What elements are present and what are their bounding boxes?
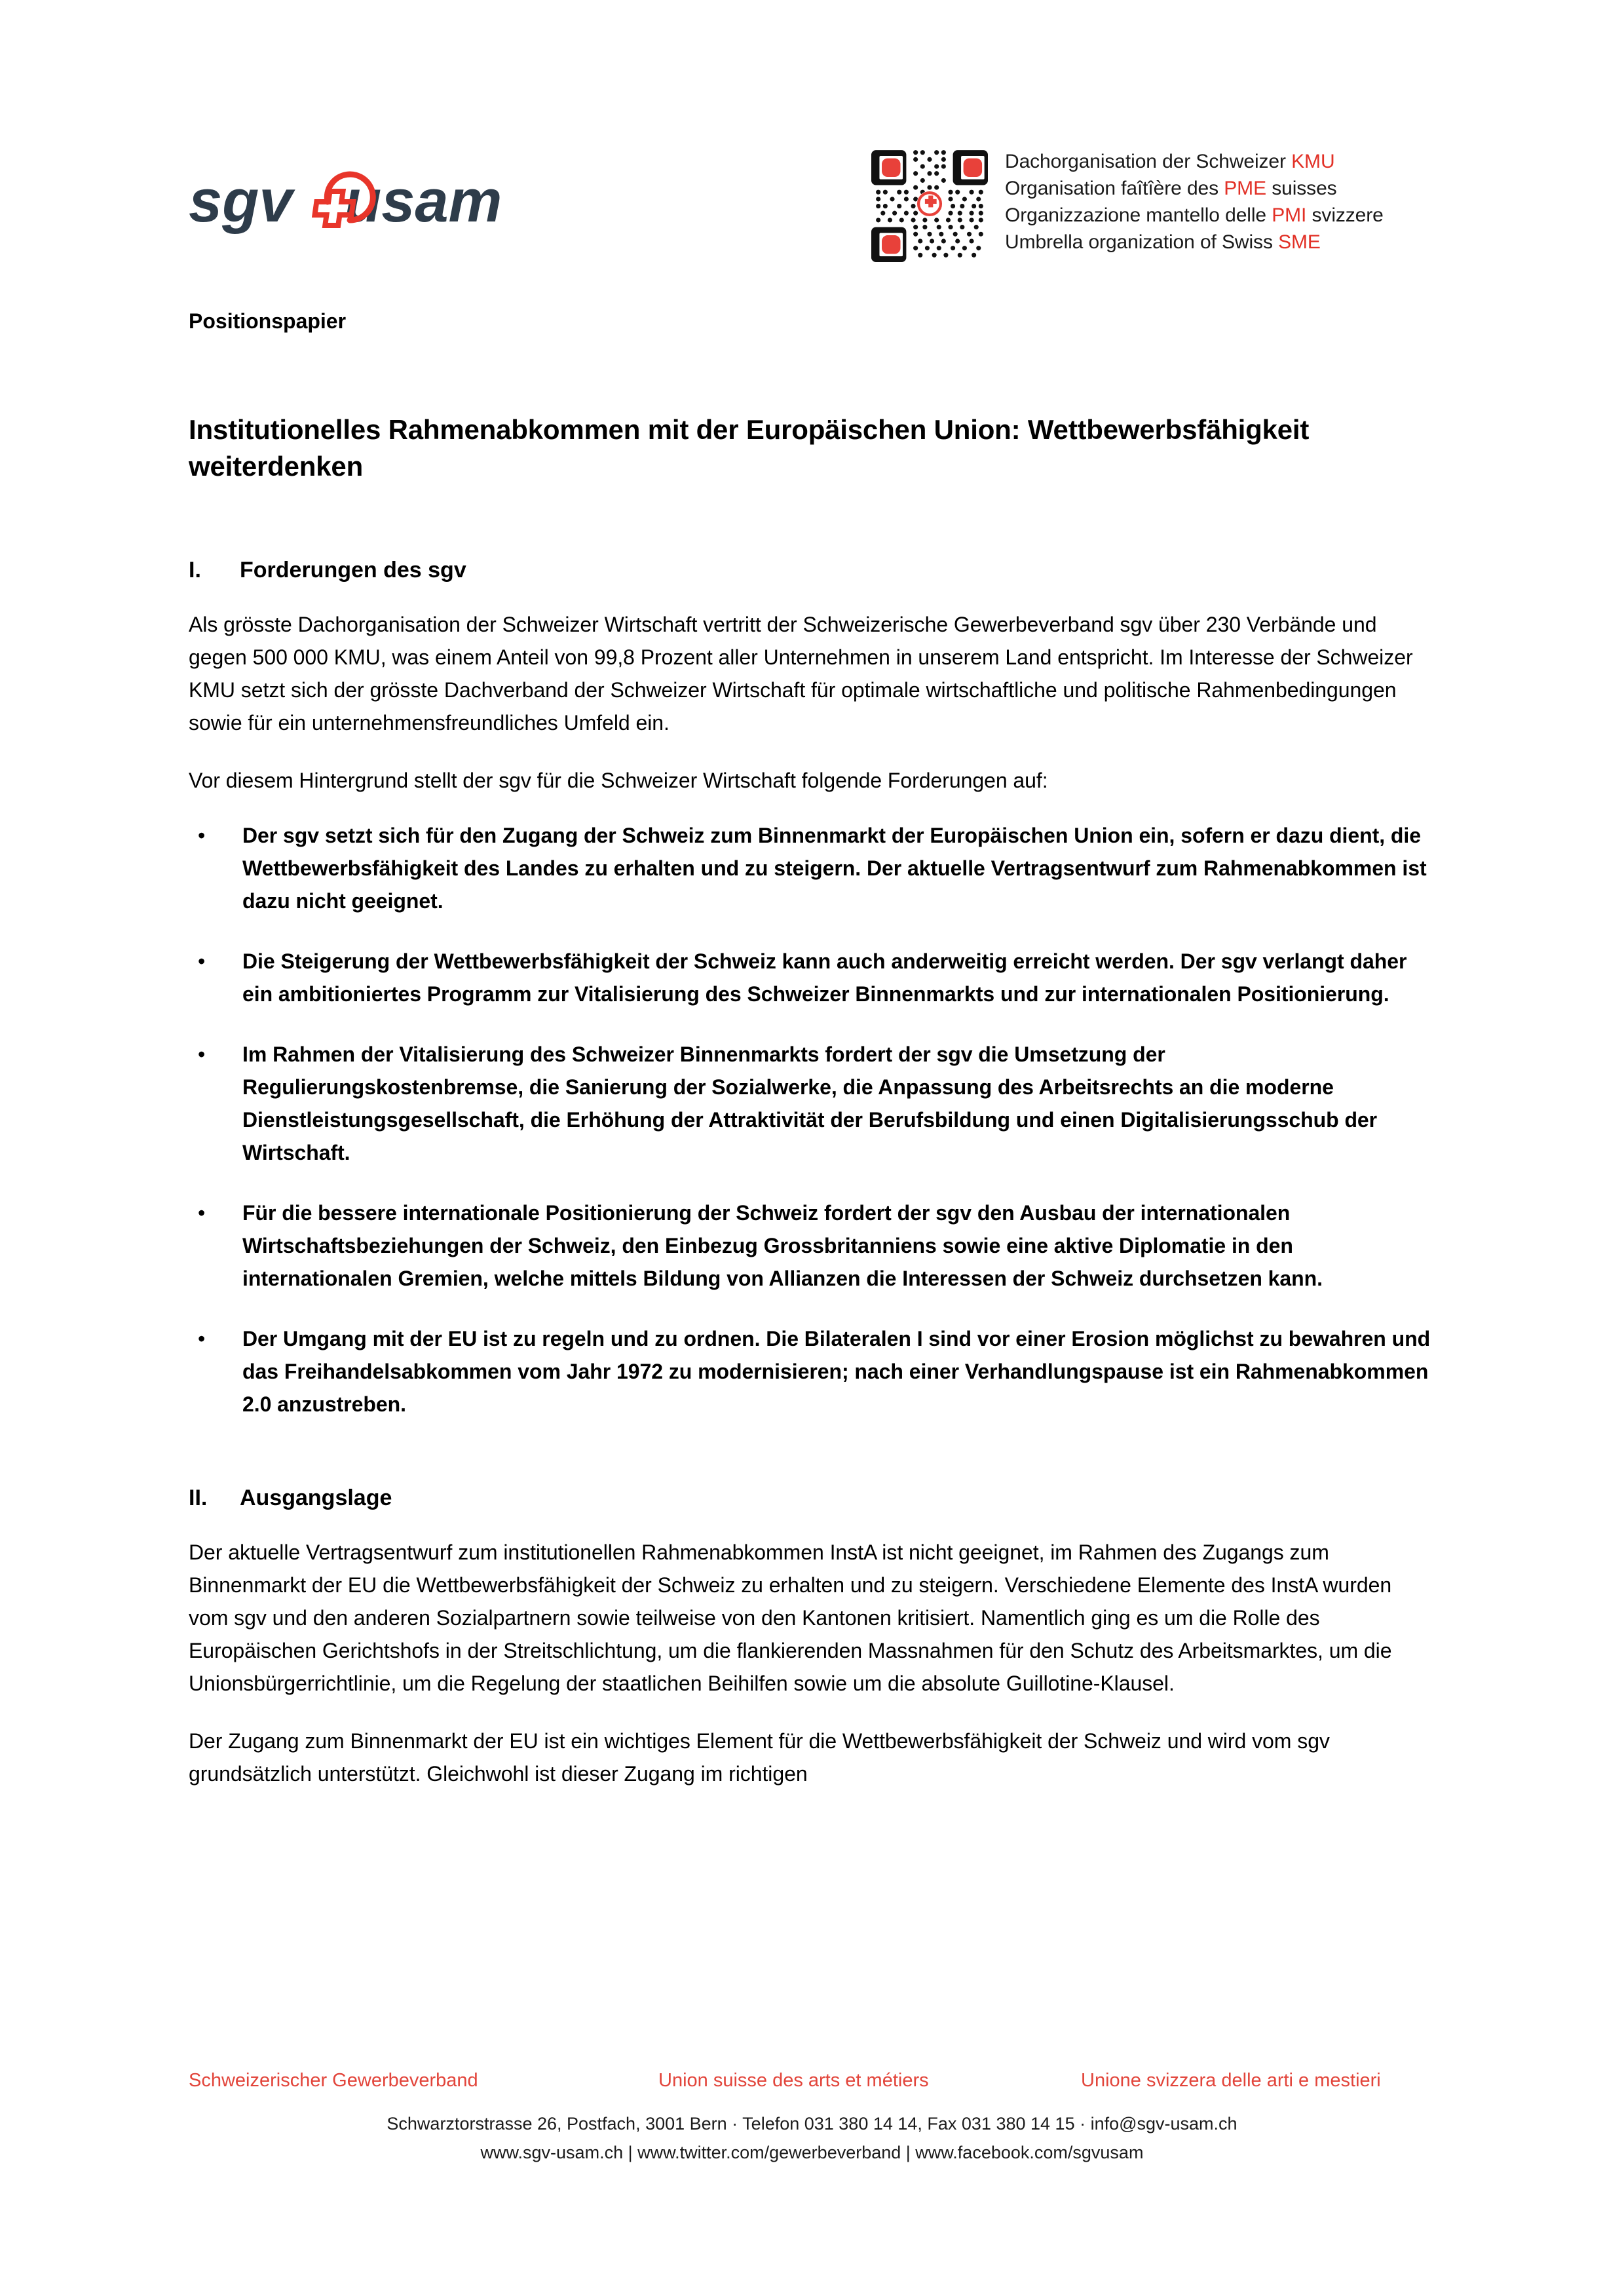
tagline-de-highlight: KMU bbox=[1291, 151, 1335, 172]
paragraph: Vor diesem Hintergrund stellt der sgv für die Schweizer Wirtschaft folgende Forderungen auf: bbox=[189, 769, 1048, 792]
bullet-icon: • bbox=[198, 1201, 206, 1225]
paragraph: Der aktuelle Vertragsentwurf zum institutionellen Rahmenabkommen InstA ist nicht geeignet, im Rahmen des Zugangs zum Binnenmarkt der EU die Wettbewerbsfähigkeit der Schweiz zu erhalten und zu steigern. Verschiedene Elemente des InstA wurden vom sgv und den anderen Sozialpartnern sowie teilweise von den Kantonen kritisiert. Namentlich ging es um die Rolle des Europäischen Gerichtshofs in der Streitschlichtung, um die flankierenden Massnahmen für den Schutz des Arbeitsmarktes, um die Unionsbürgerrichtlinie, um die Regelung der staatlichen Beihilfen sowie um die absolute Guillotine-Klausel. bbox=[189, 1540, 1392, 1695]
section-title-2: Ausgangslage bbox=[240, 1485, 392, 1510]
page-footer bbox=[0, 2067, 1624, 2167]
organization-identity-block bbox=[871, 145, 1384, 262]
footer-name-fr: Union suisse des arts et métiers bbox=[658, 2070, 929, 2091]
tagline-fr-post: suisses bbox=[1266, 178, 1337, 199]
bullet-icon: • bbox=[198, 1327, 206, 1350]
tagline-fr-highlight: PME bbox=[1224, 178, 1266, 199]
qr-code-icon bbox=[871, 145, 988, 262]
tagline-it-post: svizzere bbox=[1306, 204, 1384, 226]
tagline-it-highlight: PMI bbox=[1272, 204, 1307, 226]
tagline-de-pre: Dachorganisation der Schweizer bbox=[1005, 151, 1292, 172]
svg-text:usam: usam bbox=[345, 168, 502, 235]
document-body bbox=[189, 308, 1433, 1815]
page-header bbox=[0, 0, 1624, 282]
footer-organization-names bbox=[0, 2067, 1624, 2099]
section-heading-1 bbox=[189, 556, 1433, 584]
tagline-fr bbox=[1005, 175, 1384, 202]
list-item-text: Der Umgang mit der EU ist zu regeln und zu ordnen. Die Bilateralen I sind vor einer Erosion möglichst zu bewahren und das Freihandelsabkommen vom Jahr 1972 zu modernisieren; nach einer Verhandlungspause ist ein Rahmenabkommen 2.0 anzustreben. bbox=[242, 1327, 1431, 1416]
list-item bbox=[189, 945, 1433, 1010]
list-item-text: Für die bessere internationale Positionierung der Schweiz fordert der sgv den Ausbau der internationalen Wirtschaftsbeziehungen der Schweiz, den Einbezug Grossbritanniens sowie eine aktive Diplomatie in den internationalen Gremien, welche mittels Bildung von Allianzen die Interessen der Schweiz durchsetzen kann. bbox=[242, 1201, 1323, 1290]
bullet-icon: • bbox=[198, 949, 206, 973]
paragraph: Der Zugang zum Binnenmarkt der EU ist ein wichtiges Element für die Wettbewerbsfähigkeit der Schweiz und wird vom sgv grundsätzlich unterstützt. Gleichwohl ist dieser Zugang im richtigen bbox=[189, 1729, 1330, 1786]
qr-code-svg bbox=[871, 145, 988, 262]
list-item-text: Der sgv setzt sich für den Zugang der Schweiz zum Binnenmarkt der Europäischen Union ein, sofern er dazu dient, die Wettbewerbsfähigkeit des Landes zu erhalten und zu steigern. Der aktuelle Vertragsentwurf zum Rahmenabkommen ist dazu nicht geeignet. bbox=[242, 824, 1427, 913]
footer-contact-block bbox=[0, 2109, 1624, 2167]
document-kind-label: Positionspapier bbox=[189, 309, 347, 333]
tagline-fr-pre: Organisation faîtîère des bbox=[1005, 178, 1224, 199]
tagline-it-pre: Organizzazione mantello delle bbox=[1005, 204, 1272, 226]
tagline-en bbox=[1005, 229, 1384, 256]
svg-text:sgv: sgv bbox=[189, 168, 293, 235]
section-forderungen bbox=[189, 556, 1433, 1421]
tagline-en-pre: Umbrella organization of Swiss bbox=[1005, 231, 1279, 253]
page-title: Institutionelles Rahmenabkommen mit der Europäischen Union: Wettbewerbsfähigkeit weiterdenken bbox=[189, 414, 1310, 482]
logo-wordmark-svg bbox=[189, 156, 556, 248]
footer-name-it: Unione svizzera delle arti e mestieri bbox=[1081, 2070, 1381, 2091]
section-number-2: II. bbox=[189, 1485, 208, 1510]
footer-address-line: Schwarztorstrasse 26, Postfach, 3001 Bern · Telefon 031 380 14 14, Fax 031 380 14 15 · info@sgv-usam.ch bbox=[387, 2114, 1237, 2133]
organization-taglines bbox=[1005, 145, 1384, 256]
sgv-usam-logo bbox=[189, 156, 556, 248]
paragraph: Als grösste Dachorganisation der Schweizer Wirtschaft vertritt der Schweizerische Gewerbeverband sgv über 230 Verbände und gegen 500 000 KMU, was einem Anteil von 99,8 Prozent aller Unternehmen in unserem Land entspricht. Im Interesse der Schweizer KMU setzt sich der grösste Dachverband der Schweizer Wirtschaft für optimale wirtschaftliche und politische Rahmenbedingungen sowie für ein unternehmensfreundliches Umfeld ein. bbox=[189, 613, 1413, 735]
list-item-text: Im Rahmen der Vitalisierung des Schweizer Binnenmarkts fordert der sgv die Umsetzung der Regulierungskostenbremse, die Sanierung der Sozialwerke, die Anpassung des Arbeitsrechts an die moderne Dienstleistungsgesellschaft, die Erhöhung der Attraktivität der Berufsbildung und einen Digitalisierungsschub der Wirtschaft. bbox=[242, 1043, 1378, 1164]
footer-name-de: Schweizerischer Gewerbeverband bbox=[189, 2070, 478, 2091]
section-heading-2 bbox=[189, 1483, 1433, 1512]
list-item bbox=[189, 819, 1433, 917]
list-item-text: Die Steigerung der Wettbewerbsfähigkeit der Schweiz kann auch anderweitig erreicht werden. Der sgv verlangt daher ein ambitioniertes Programm zur Vitalisierung des Schweizer Binnenmarkts und zur internationalen Positionierung. bbox=[242, 949, 1407, 1006]
section-ausgangslage bbox=[189, 1483, 1433, 1790]
section-number-1: I. bbox=[189, 558, 201, 583]
list-item bbox=[189, 1038, 1433, 1169]
tagline-en-highlight: SME bbox=[1278, 231, 1321, 253]
requirements-list bbox=[189, 819, 1433, 1421]
footer-links-line[interactable]: www.sgv-usam.ch | www.twitter.com/gewerbeverband | www.facebook.com/sgvusam bbox=[480, 2143, 1144, 2162]
tagline-it bbox=[1005, 202, 1384, 229]
bullet-icon: • bbox=[198, 824, 206, 847]
list-item bbox=[189, 1196, 1433, 1295]
list-item bbox=[189, 1322, 1433, 1421]
bullet-icon: • bbox=[198, 1043, 206, 1066]
tagline-de bbox=[1005, 148, 1384, 175]
section-title-1: Forderungen des sgv bbox=[240, 558, 466, 583]
